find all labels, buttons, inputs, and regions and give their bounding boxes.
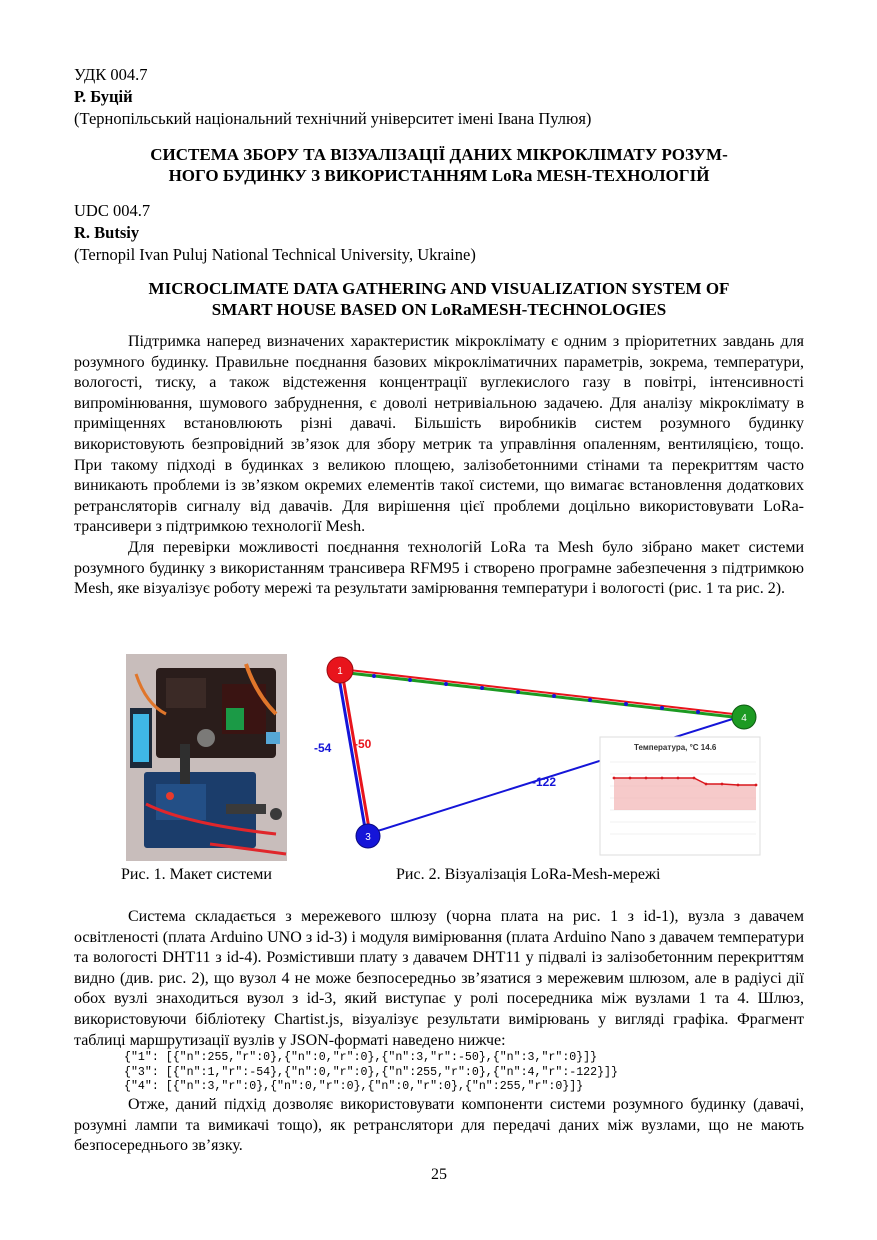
rssi-label-1-3-blue: -54: [314, 741, 332, 755]
figure-2-caption: Рис. 2. Візуалізація LoRa-Mesh-мережі: [396, 866, 661, 883]
paragraph-4: Отже, даний підхід дозволяє використовувати компоненти системи розумного будинку (давачі, розумні лампи та вимикачі тощо), як ретранслятори для передачі даних між вузлами, що не мають безпосереднього зв’язку.: [74, 1095, 804, 1155]
author-ua: Р. Буцій: [74, 87, 133, 106]
code-line-2: {"3": [{"n":1,"r":-54},{"n":0,"r":0},{"n":255,"r":0},{"n":4,"r":-122}]}: [124, 1065, 618, 1079]
paragraph-2: Для перевірки можливості поєднання технологій LoRa та Mesh було зібрано макет системи розумного будинку з використанням трансивера RFM95 і створено програмне забезпечення з підтримкою Mesh, яке візуалізує роботу мережі та результати замірювання температури і вологості (рис. 1 та рис. 2).: [74, 538, 804, 598]
author-en: R. Butsiy: [74, 223, 140, 242]
code-line-3: {"4": [{"n":3,"r":0},{"n":0,"r":0},{"n":0,"r":0},{"n":255,"r":0}]}: [124, 1080, 584, 1094]
affiliation-en: (Ternopil Ivan Puluj National Technical University, Ukraine): [74, 245, 476, 264]
title-ua-line1: СИСТЕМА ЗБОРУ ТА ВІЗУАЛІЗАЦІЇ ДАНИХ МІКРОКЛІМАТУ РОЗУМ-: [150, 145, 728, 164]
lora-mesh-network-diagram: [314, 652, 794, 862]
code-line-1: {"1": [{"n":255,"r":0},{"n":0,"r":0},{"n":3,"r":-50},{"n":3,"r":0}]}: [124, 1051, 598, 1065]
title-en-line1: MICROCLIMATE DATA GATHERING AND VISUALIZATION SYSTEM OF: [148, 279, 730, 298]
node-3[interactable]: [356, 824, 380, 848]
paragraph-3: Система складається з мережевого шлюзу (чорна плата на рис. 1 з id-1), вузла з давачем освітленості (плата Arduino UNO з id-3) і модуля вимірювання (плата Arduino Nano з давачем температури та вологості DHT11 з id-4). Розмістивши плату з давачем DHT11 у підвалі із залізобетонним перекриттям видно (див. рис. 2), що вузол 4 не може безпосередньо зв’язатися з мережевим шлюзом, але в радіусі дії обох вузлі знаходиться вузол з id-3, який виступає у ролі посередника між вузлами 1 та 4. Шлюз, використовуючи бібліотеку Chartist.js, візуалізує результати вимірювань у вигляді графіка. Фрагмент таблиці маршрутизації вузлів у JSON-форматі наведено нижче:: [74, 908, 804, 1049]
paragraph-1: Підтримка наперед визначених характеристик мікроклімату є одним з пріоритетних завдань для розумного будинку. Правильне поєднання базових мікрокліматичних параметрів, зокрема, температури, вологості, тиску, а також відстеження концентрації вуглекислого газу в повітрі, інтенсивності випромінювання, шумового забруднення, є доволі нетривіальною задачею. Для аналізу мікроклімату в приміщеннях встановлюють різні давачі. Більшість виробників систем розумного будинку використовують безпровідний зв’язок для збору метрик та управління опаленням, вентиляцією, тощо. При такому підході в будинках з великою площею, залізобетонними стінами та перекриттям часто виникають проблеми із зв’язком окремих елементів такої системи, що вимагає встановлення додаткових ретрансляторів сигналу від давачів. Для вирішення цієї проблеми доцільно використовувати LoRa-трансивери з підтримкою технології Mesh.: [74, 333, 804, 536]
lower-body: [74, 907, 804, 1157]
title-ua-line2: НОГО БУДИНКУ З ВИКОРИСТАННЯМ LoRa MESH-ТЕХНОЛОГІЙ: [168, 166, 710, 185]
page-number: 25: [431, 1166, 447, 1183]
link-1-3-red: [342, 672, 370, 834]
figure-1-caption: Рис. 1. Макет системи: [121, 866, 272, 883]
mini-chart-title: Температура, °C 14.6: [634, 743, 717, 752]
affiliation-ua: (Тернопільський національний технічний університет імені Івана Пулюя): [74, 109, 592, 128]
link-1-3-blue: [338, 672, 366, 834]
figures-row: [74, 652, 804, 892]
title-en-line2: SMART HOUSE BASED ON LoRaMESH-TECHNOLOGIES: [211, 300, 667, 319]
node-4[interactable]: [732, 705, 756, 729]
node-4-label: 4: [741, 713, 747, 724]
rssi-label-3-4: -122: [532, 775, 557, 789]
rssi-label-1-3-red: -50: [354, 737, 372, 751]
header-ua: [74, 64, 804, 600]
node-3-label: 3: [365, 832, 371, 843]
system-prototype-photo: [126, 654, 287, 861]
temperature-mini-chart: [600, 737, 760, 855]
udk-ua: УДК 004.7: [74, 65, 148, 84]
link-1-4-green: [340, 672, 742, 718]
udc-en: UDC 004.7: [74, 201, 151, 220]
link-1-4-red: [340, 669, 742, 715]
node-1[interactable]: [327, 657, 353, 683]
node-1-label: 1: [337, 666, 343, 677]
